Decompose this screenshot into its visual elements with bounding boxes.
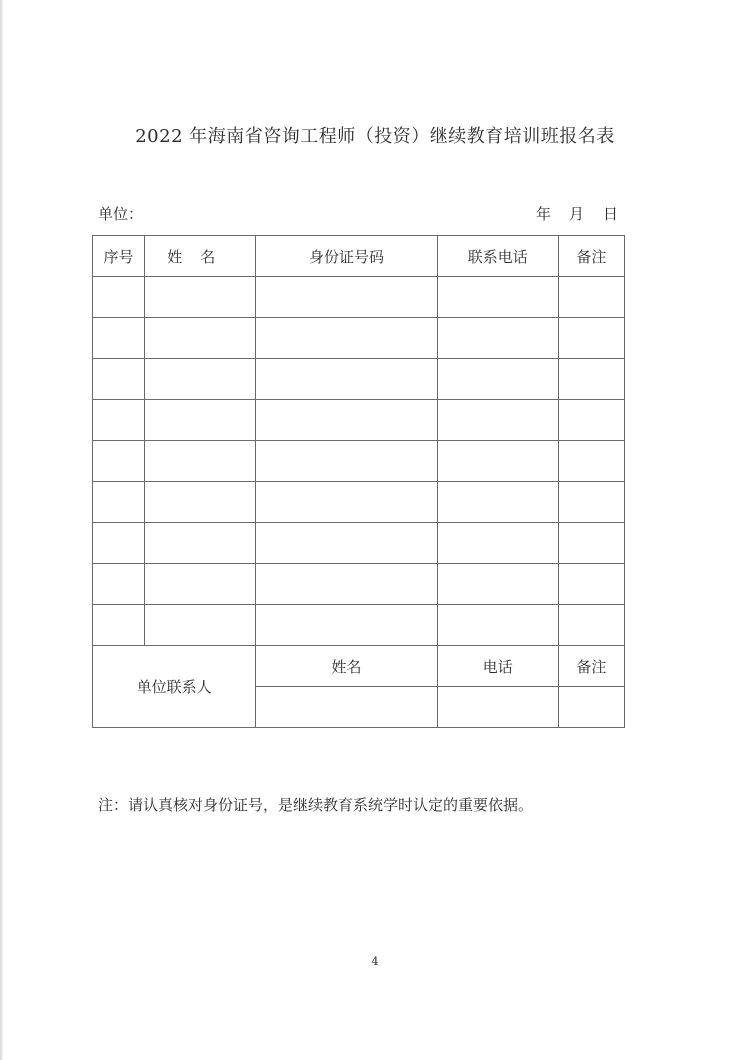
note-cell[interactable] [558,400,624,441]
name-cell[interactable] [145,277,256,318]
note-cell[interactable] [558,441,624,482]
id-number-cell[interactable] [256,400,437,441]
name-cell[interactable] [145,564,256,605]
contact-phone-cell[interactable] [437,687,558,728]
phone-cell[interactable] [437,564,558,605]
name-cell[interactable] [145,482,256,523]
phone-cell[interactable] [437,400,558,441]
note-cell[interactable] [558,564,624,605]
phone-cell[interactable] [437,277,558,318]
name-cell[interactable] [145,359,256,400]
phone-cell[interactable] [437,482,558,523]
table-row [93,359,625,400]
name-cell[interactable] [145,523,256,564]
seq-cell[interactable] [93,441,145,482]
note-cell[interactable] [558,482,624,523]
note-cell[interactable] [558,359,624,400]
phone-cell[interactable] [437,318,558,359]
seq-cell[interactable] [93,564,145,605]
name-cell[interactable] [145,318,256,359]
registration-table [92,235,625,728]
id-number-cell[interactable] [256,605,437,646]
page-number: 4 [371,955,379,968]
contact-label: 单位联系人 [93,646,256,728]
note-cell[interactable] [558,605,624,646]
id-number-cell[interactable] [256,564,437,605]
contact-phone-header: 电话 [437,646,558,687]
table-row [93,564,625,605]
date-month-label: 月 [569,205,585,223]
date-line [536,203,626,223]
seq-cell[interactable] [93,359,145,400]
seq-cell[interactable] [93,605,145,646]
seq-cell[interactable] [93,277,145,318]
seq-cell[interactable] [93,482,145,523]
footnote: 注：请认真核对身份证号，是继续教育系统学时认定的重要依据。 [98,796,534,814]
contact-name-cell[interactable] [256,687,437,728]
id-number-cell[interactable] [256,441,437,482]
table-row [93,605,625,646]
table-row [93,318,625,359]
table-row [93,400,625,441]
seq-cell[interactable] [93,318,145,359]
unit-label: 单位： [98,205,144,223]
blank-rows [93,277,625,646]
contact-note-header: 备注 [558,646,624,687]
name-cell[interactable] [145,441,256,482]
form-title: 2022 年海南省咨询工程师（投资）继续教育培训班报名表 [135,126,615,147]
phone-cell[interactable] [437,359,558,400]
seq-cell[interactable] [93,523,145,564]
date-day-label: 日 [603,205,619,223]
header-id-number: 身份证号码 [256,236,437,277]
table-row [93,441,625,482]
note-cell[interactable] [558,318,624,359]
name-cell[interactable] [145,605,256,646]
seq-cell[interactable] [93,400,145,441]
id-number-cell[interactable] [256,482,437,523]
id-number-cell[interactable] [256,523,437,564]
phone-cell[interactable] [437,523,558,564]
table-row [93,277,625,318]
contact-note-cell[interactable] [558,687,624,728]
date-year-label: 年 [536,205,552,223]
contact-name-header: 姓名 [256,646,437,687]
table-row [93,482,625,523]
table-header-row [93,236,625,277]
id-number-cell[interactable] [256,318,437,359]
header-seq: 序号 [93,236,145,277]
header-note: 备注 [558,236,624,277]
table-row [93,523,625,564]
note-cell[interactable] [558,277,624,318]
header-phone: 联系电话 [437,236,558,277]
header-name: 姓名 [145,236,256,277]
phone-cell[interactable] [437,441,558,482]
id-number-cell[interactable] [256,277,437,318]
phone-cell[interactable] [437,605,558,646]
note-cell[interactable] [558,523,624,564]
name-cell[interactable] [145,400,256,441]
page-edge [0,0,3,1060]
id-number-cell[interactable] [256,359,437,400]
contact-header-row [93,646,625,687]
